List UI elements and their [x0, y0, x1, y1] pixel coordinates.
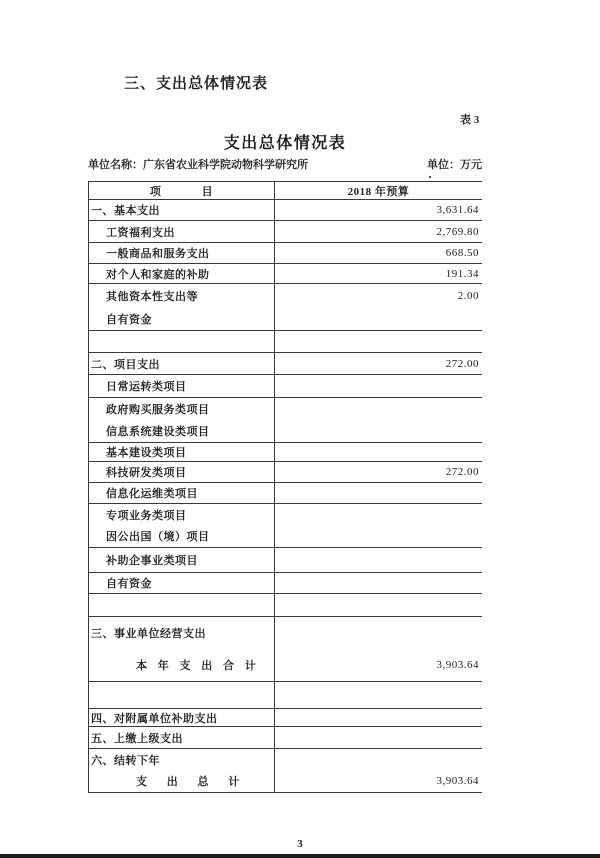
row-label: 专项业务类项目: [106, 509, 187, 522]
row-value: [275, 331, 482, 352]
row-label: 二、项目支出: [91, 358, 160, 371]
column-header-item: 项 目: [149, 185, 214, 198]
section-heading: 三、支出总体情况表: [124, 76, 269, 92]
table-row: [89, 548, 482, 573]
row-value: [275, 398, 482, 420]
row-value: 668.50: [445, 247, 479, 259]
row-label: [89, 331, 274, 352]
row-value: [275, 594, 482, 616]
table-row: [89, 200, 482, 221]
row-label: 补助企事业类项目: [106, 555, 198, 567]
row-value: [275, 504, 482, 526]
table-row-subtotal: [89, 617, 482, 682]
row-label: 基本建设类项目: [106, 447, 187, 459]
row-label-total: 本 年 支 出 合 计: [136, 660, 257, 672]
row-label: 三、事业单位经营支出: [91, 628, 206, 640]
row-label: 自有资金: [106, 313, 152, 326]
row-value: 3,903.64: [436, 775, 479, 788]
row-label: 工资福利支出: [106, 226, 175, 239]
row-value: [275, 573, 482, 593]
row-label: 其他资本性支出等: [106, 290, 198, 303]
table-row: [89, 483, 482, 504]
row-value: [275, 526, 482, 548]
table-meta-row: [88, 156, 482, 172]
row-value: 2.00: [457, 289, 479, 302]
row-value: 191.34: [445, 267, 479, 280]
row-label: 四、对附属单位补助支出: [91, 712, 218, 725]
row-label: 自有资金: [106, 578, 152, 590]
row-label: [89, 682, 274, 708]
table-title: 支出总体情况表: [223, 135, 347, 152]
row-label: 五、上缴上级支出: [91, 732, 183, 745]
expenditure-table: [88, 181, 482, 793]
row-value: [275, 375, 482, 397]
page-bottom-edge: [0, 854, 600, 858]
row-value: [275, 420, 482, 442]
scan-artifact-dot: [429, 176, 431, 178]
row-value: 272.00: [445, 357, 479, 370]
row-label: 科技研发类项目: [106, 467, 187, 479]
table-row: [89, 504, 482, 548]
row-value: 3,903.64: [436, 659, 479, 671]
row-value: [275, 682, 482, 708]
row-value: [275, 443, 482, 461]
row-value: [275, 727, 482, 748]
row-label: 日常运转类项目: [106, 381, 187, 393]
unit-of-measure-label: 单位：万元: [427, 159, 482, 171]
table-header-row: [89, 182, 482, 200]
table-row: [89, 398, 482, 443]
row-value: [275, 709, 482, 726]
table-row-empty: [89, 331, 482, 353]
row-value: [275, 483, 482, 503]
table-row-empty: [89, 682, 482, 709]
table-row: [89, 443, 482, 462]
row-label: 信息化运维类项目: [106, 488, 198, 500]
row-value: 2,769.80: [436, 225, 479, 238]
table-row: [89, 264, 482, 284]
row-label: [89, 594, 274, 616]
column-header-budget: 2018 年预算: [347, 185, 410, 198]
table-number-label: 表 3: [460, 114, 480, 126]
table-row: [89, 727, 482, 749]
row-label: 对个人和家庭的补助: [106, 268, 210, 281]
table-row: [89, 462, 482, 483]
table-row-grand-total: [89, 749, 482, 793]
table-row: [89, 353, 482, 375]
table-row: [89, 709, 482, 727]
row-value: [275, 548, 482, 572]
unit-name-label: 单位名称：广东省农业科学院动物科学研究所: [88, 159, 308, 171]
page-number: 3: [297, 838, 303, 850]
table-row: [89, 573, 482, 594]
table-row: [89, 221, 482, 243]
row-value: 272.00: [445, 466, 479, 478]
row-label: 信息系统建设类项目: [106, 426, 210, 438]
row-label: 因公出国（境）项目: [106, 531, 210, 544]
row-label: 一般商品和服务支出: [106, 248, 210, 260]
table-row: [89, 243, 482, 264]
row-label-total: 支 出 总 计: [136, 776, 240, 789]
table-row: [89, 284, 482, 331]
row-label: 六、结转下年: [91, 754, 160, 767]
row-label: 政府购买服务类项目: [106, 404, 210, 416]
row-value: 3,631.64: [436, 204, 479, 216]
table-row-empty: [89, 594, 482, 617]
row-label: 一、基本支出: [91, 205, 160, 217]
table-row: [89, 375, 482, 398]
row-value: [275, 307, 482, 330]
